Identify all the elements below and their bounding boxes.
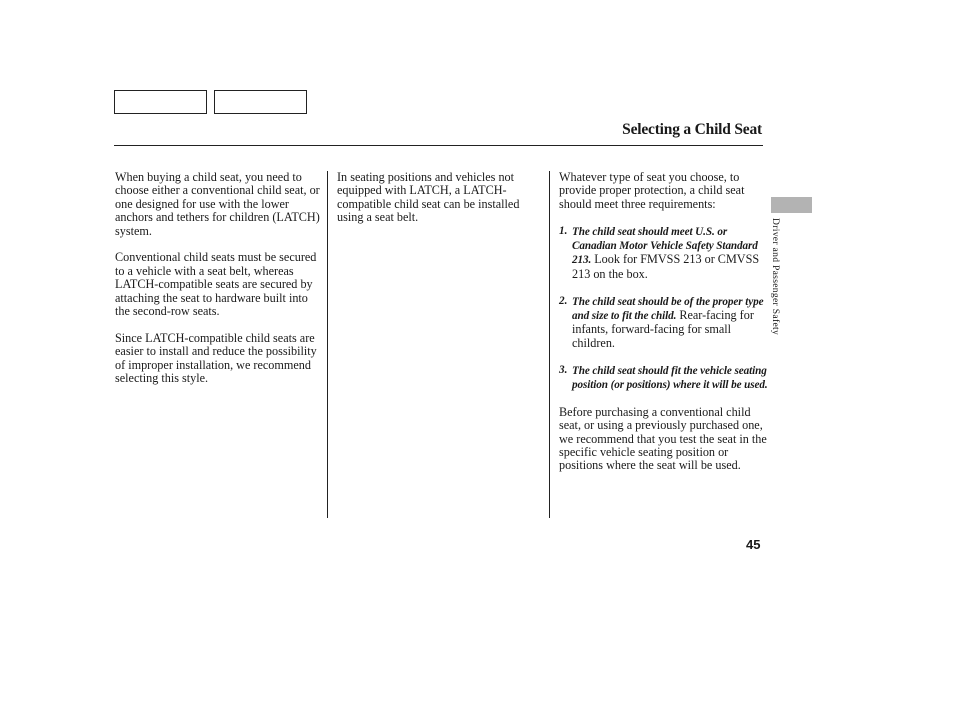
next-page-button[interactable] [214,90,307,114]
requirement-item [559,225,771,282]
requirement-number: 3. [559,363,568,376]
text-column-1 [115,171,321,399]
page-title: Selecting a Child Seat [622,121,762,138]
paragraph: Since LATCH-compatible child seats are easier to install and reduce the possibility of improper installation, we recommend selecting this style. [115,330,317,386]
section-tab [771,197,812,213]
paragraph: Whatever type of seat you choose, to provide proper protection, a child seat should meet three requirements: [559,170,745,211]
requirement-text: Rear-facing for infants, forward-facing for small children. [572,308,754,350]
requirement-text: Look for FMVSS 213 or CMVSS 213 on the box. [572,252,760,281]
requirement-body [572,364,771,393]
paragraph: In seating positions and vehicles not equipped with LATCH, a LATCH-compatible child seat can be installed using a seat belt. [337,170,520,225]
column-divider [549,171,550,518]
requirement-body [572,295,771,351]
requirement-number: 2. [559,294,568,307]
column-divider [327,171,328,518]
section-label: Driver and Passenger Safety [770,218,781,336]
requirement-emphasis: The child seat should meet U.S. or Canadian Motor Vehicle Safety Standard 213. [572,225,758,267]
requirement-item [559,295,771,351]
requirement-emphasis: The child seat should fit the vehicle seating position (or positions) where it will be used. [572,364,768,392]
text-column-2 [337,171,543,238]
paragraph: Before purchasing a conventional child seat, or using a previously purchased one, we recommend that you test the seat in the specific vehicle seating position or positions where the seat will be used. [559,404,767,473]
page-number: 45 [746,537,761,552]
requirement-body [572,225,771,282]
paragraph: When buying a child seat, you need to choose either a conventional child seat, or one designed for use with the lower anchors and tethers for children (LATCH) system. [115,170,320,238]
requirement-emphasis: The child seat should be of the proper type and size to fit the child. [572,295,764,323]
text-column-3 [559,171,771,486]
title-divider [114,145,763,146]
requirement-item [559,364,771,393]
previous-page-button[interactable] [114,90,207,114]
requirement-number: 1. [559,224,568,237]
paragraph: Conventional child seats must be secured to a vehicle with a seat belt, whereas LATCH-compatible seats are secured by attaching the seat to hardware built into the second-row seats. [115,250,317,319]
